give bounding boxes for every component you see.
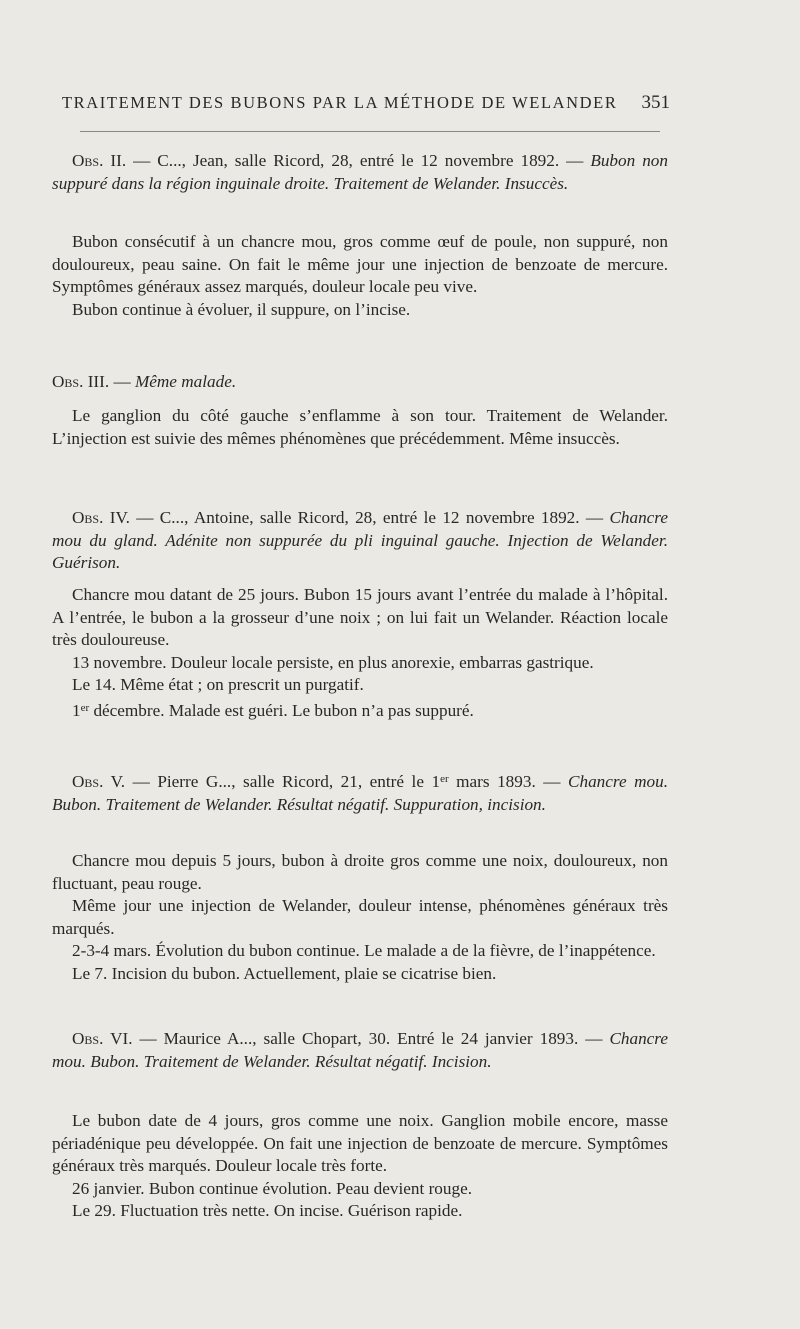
obs-2-body xyxy=(52,231,668,321)
obs-3-heading: Obs. III. — Même malade. xyxy=(52,372,237,391)
paragraph: 13 novembre. Douleur locale persiste, en plus anorexie, embarras gastrique. xyxy=(72,652,594,672)
paragraph: Chancre mou datant de 25 jours. Bubon 15 jours avant l’entrée du malade à l’hôpital. A l’entrée, le bubon a la grosseur d’une noix ; on lui fait un Welander. Réaction locale très douloureuse. xyxy=(52,585,668,649)
paragraph: Chancre mou depuis 5 jours, bubon à droite gros comme une noix, douloureux, non fluctuant, peau rouge. xyxy=(52,851,668,893)
page-number: 351 xyxy=(641,92,670,113)
paragraph: Le 29. Fluctuation très nette. On incise. Guérison rapide. xyxy=(72,1201,463,1220)
header-rule xyxy=(80,131,660,132)
running-header xyxy=(62,92,670,114)
obs-4-body xyxy=(52,584,668,722)
paragraph: 2-3-4 mars. Évolution du bubon continue. Le malade a de la fièvre, de l’inappétence. xyxy=(72,941,656,960)
paragraph: Le 7. Incision du bubon. Actuellement, plaie se cicatrise bien. xyxy=(72,963,497,983)
paragraph: Le ganglion du côté gauche s’enflamme à son tour. Traitement de Welander. L’injection est suivie des mêmes phénomènes que précédemment. Même insuccès. xyxy=(52,406,668,448)
obs-5-body xyxy=(52,850,668,985)
observation-5 xyxy=(52,768,668,816)
paragraph: Bubon consécutif à un chancre mou, gros comme œuf de poule, non suppuré, non douloureux, peau saine. On fait le même jour une injection de benzoate de mercure. Symptômes généraux assez marqués, douleur locale peu vive. xyxy=(52,232,668,296)
paragraph: Le 14. Même état ; on prescrit un purgatif. xyxy=(72,675,364,694)
running-title: TRAITEMENT DES BUBONS PAR LA MÉTHODE DE WELANDER xyxy=(62,93,618,112)
obs-2-heading: Obs. II. — C..., Jean, salle Ricord, 28, entré le 12 novembre 1892. — Bubon non suppuré dans la région inguinale droite. Traitement de Welander. Insuccès. xyxy=(52,151,668,193)
paragraph: 26 janvier. Bubon continue évolution. Peau devient rouge. xyxy=(72,1178,473,1198)
paragraph: Le bubon date de 4 jours, gros comme une noix. Ganglion mobile encore, masse périadénique peu développée. On fait une injection de benzoate de mercure. Symptômes généraux très marqués. Douleur locale très forte. xyxy=(52,1111,668,1175)
observation-4 xyxy=(52,507,668,575)
obs-6-heading: Obs. VI. — Maurice A..., salle Chopart, 30. Entré le 24 janvier 1893. — Chancre mou. Bubon. Traitement de Welander. Résultat négatif. Incision. xyxy=(52,1029,668,1071)
obs-3-body xyxy=(52,405,668,450)
paragraph: 1er décembre. Malade est guéri. Le bubon n’a pas suppuré. xyxy=(72,700,474,720)
paragraph: Même jour une injection de Welander, douleur intense, phénomènes généraux très marqués. xyxy=(52,896,668,938)
observation-3 xyxy=(52,371,668,394)
paragraph: Bubon continue à évoluer, il suppure, on l’incise. xyxy=(72,299,411,319)
obs-5-heading: Obs. V. — Pierre G..., salle Ricord, 21, entré le 1er mars 1893. — Chancre mou. Bubon. Traitement de Welander. Résultat négatif. Suppuration, incision. xyxy=(52,772,668,814)
observation-6 xyxy=(52,1028,668,1073)
obs-6-body xyxy=(52,1110,668,1223)
observation-2 xyxy=(52,150,668,195)
obs-4-heading: Obs. IV. — C..., Antoine, salle Ricord, 28, entré le 12 novembre 1892. — Chancre mou du gland. Adénite non suppurée du pli inguinal gauche. Injection de Welander. Guérison. xyxy=(52,508,668,572)
